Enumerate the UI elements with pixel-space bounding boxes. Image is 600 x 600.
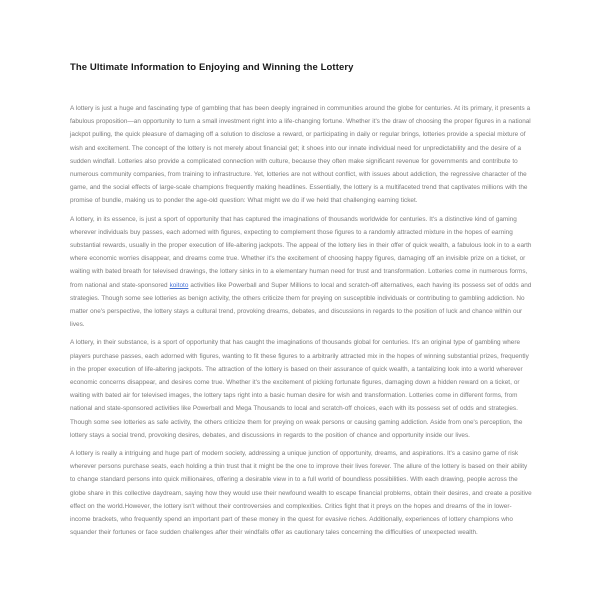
- paragraph-modern-society: A lottery is really a intriguing and huge part of modern society, addressing a unique junction of opportunity, dreams, and aspirations. It's a casino game of risk wherever persons purchase seats, each holding a thin trust that it might be the one to improve their lives forever. The allure of the lottery is based on their ability to change standard persons into quick millionaires, offering a desirable view in to a full world of boundless possibilities. With each drawing, people across the globe share in this collective daydream, saying how they would use their newfound wealth to escape financial problems, obtain their desires, and create a positive effect on the world.However, the lottery isn't without their controversies and complexities. Critics fight that it preys on the hopes and dreams of the in lower-income brackets, who frequently spend an important part of these money in the quest for evasive riches. Additionally, experiences of lottery champions who squander their fortunes or face sudden challenges after their windfalls offer as cautionary tales concerning the difficulties of unexpected wealth.: [70, 450, 532, 537]
- paragraph-intro: A lottery is just a huge and fascinating type of gambling that has been deeply ingrained in communities around the globe for centuries. At its primary, it presents a fabulous proposition—an opportunity to turn a small investment right into a life-changing fortune. Whether it's the draw of choosing the proper figures in a national jackpot pulling, the quick pleasure of damaging off a solution to disclose a reward, or participating in daily or regular brings, lotteries provide a special mixture of wish and excitement. The concept of the lottery is not merely about financial get; it shoes into our innate individual need for unpredictability and the desire of a sudden windfall. Lotteries also provide a complicated connection with culture, because they often make significant revenue for governments and contribute to numerous community companies, from training to infrastructure. Yet, lotteries are not without conflict, with issues about addiction, the regressive character of the game, and the social effects of large-scale champions frequently making headlines. Essentially, the lottery is a multifaceted trend that captivates millions with the promise of bundle, making us to ponder the age-old question: What might we do if we held that challenging earning ticket.: [70, 105, 531, 205]
- paragraph-essence-text-before-link: A lottery, in its essence, is just a sport of opportunity that has captured the imaginations of thousands worldwide for centuries. It's a distinctive kind of gaming wherever individuals buy passes, each adorned with figures, expecting to complement those figures to a randomly attracted mixture in the hopes of earning substantial rewards, usually in the proper execution of life-altering jackpots. The appeal of the lottery lies in their offer of quick wealth, a fabulous look in to a earth where economic worries disappear, and dreams come true. Whether it's the excitement of choosing happy figures, damaging off an invisible prize on a ticket, or waiting with bated breath for televised drawings, the lottery sinks in to a elementary human need for trust and transformation. Lotteries come in numerous forms, from national and state-sponsored: [70, 215, 532, 289]
- paragraph-essence: [70, 213, 532, 332]
- paragraph-substance: A lottery, in their substance, is a sport of opportunity that has caught the imaginations of thousands global for centuries. It's an original type of gambling where players purchase passes, each adorned with figures, wanting to fit these figures to a arbitrarily attracted mix in the hopes of winning substantial prizes, frequently in the proper execution of life-altering jackpots. The attraction of the lottery is based on their assurance of quick wealth, a tantalizing look into a world wherever economic concerns disappear, and desires come true. Whether it's the excitement of picking fortunate figures, damaging down a hidden reward on a ticket, or waiting with bated air for televised images, the lottery taps right into a basic human desire for wish and transformation. Lotteries come in different forms, from national and state-sponsored activities like Powerball and Mega Thousands to local and scratch-off choices, each with its possess set of odds and strategies. Though some see lotteries as safe activity, the others criticize them for preying on weak persons or causing gaming addiction. Aside from one's perception, the lottery stays a social trend, provoking desires, debates, and discussions in regards to the position of chance and opportunity inside our lives.: [70, 339, 529, 439]
- paragraph-essence-text-after-link: activities like Powerball and Super Millions to local and scratch-off alternatives, each having its possess set of odds and strategies. Though some see lotteries as benign activity, the others criticize them for preying on susceptible individuals or contributing to gambling addiction. No matter one's perspective, the lottery stays a cultural trend, provoking dreams, debates, and discussions in regards to the position of luck and chance within our lives.: [70, 281, 532, 329]
- article-title: The Ultimate Information to Enjoying and Winning the Lottery: [70, 62, 354, 73]
- koitoto-link[interactable]: koitoto: [169, 281, 189, 289]
